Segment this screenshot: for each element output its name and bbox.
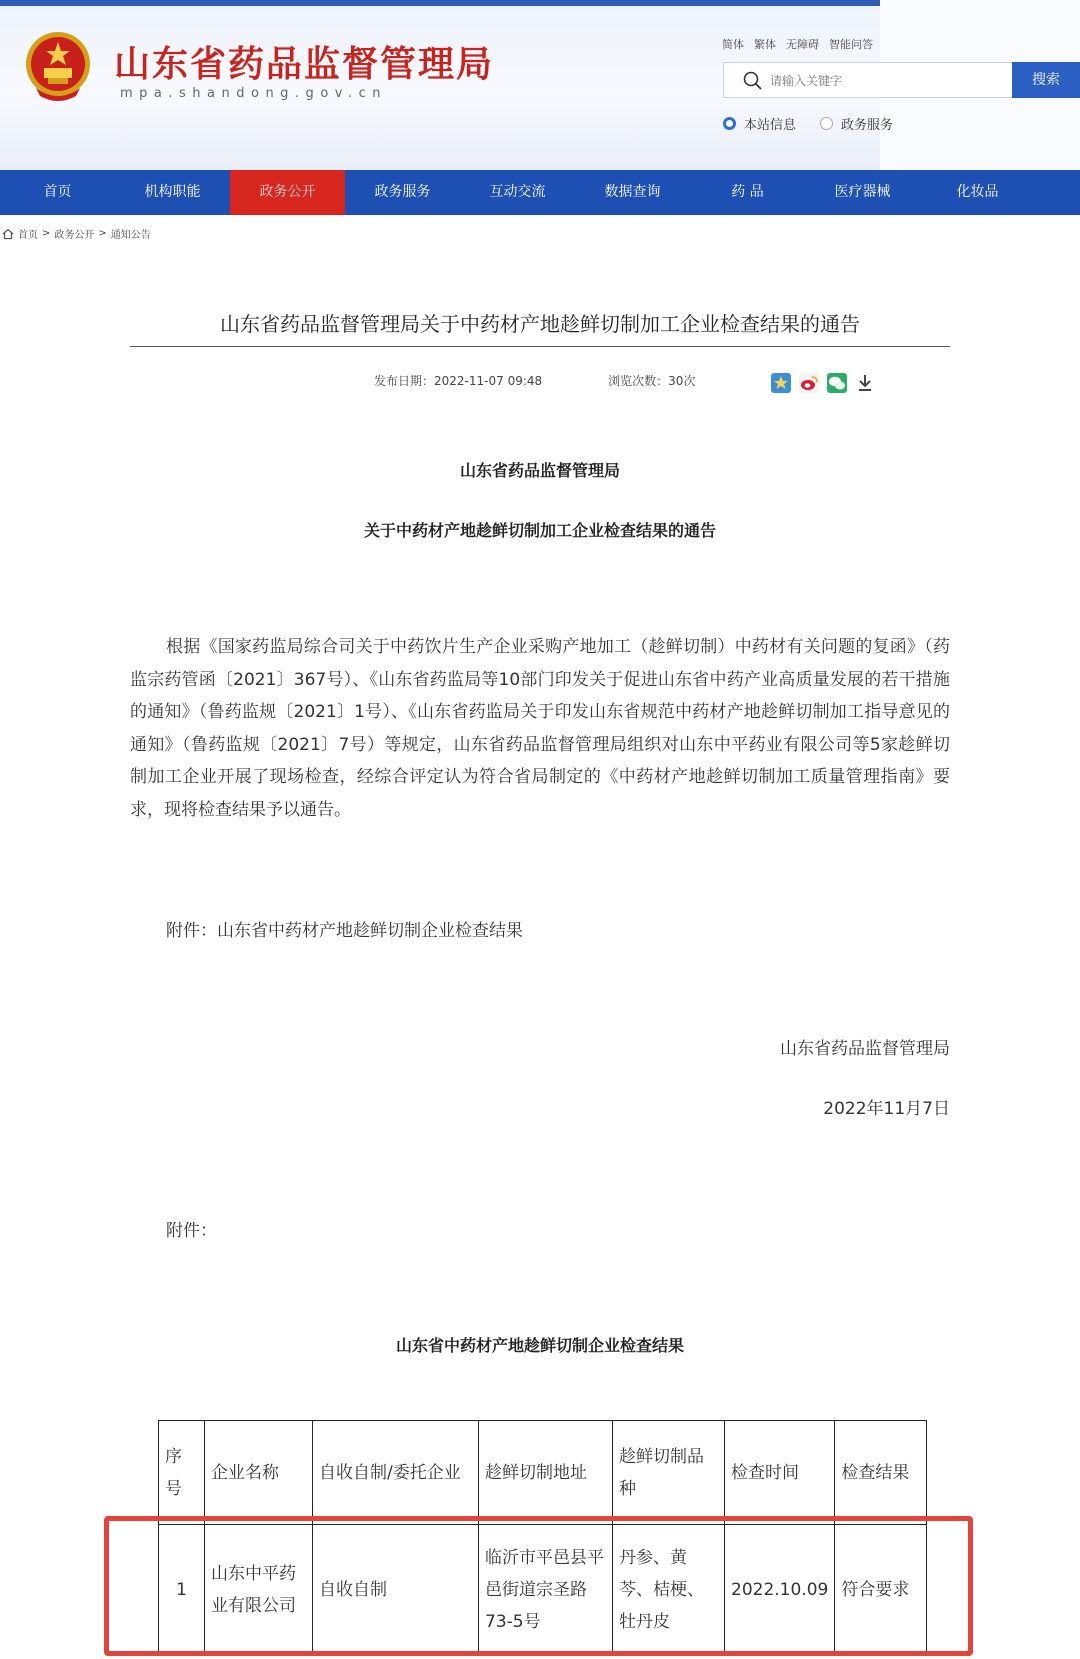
signature-date: 2022年11月7日 [823, 1099, 950, 1119]
breadcrumb-separator: > [98, 228, 107, 239]
share-toolbar [770, 372, 876, 394]
attachment-link[interactable]: 附件：山东省中药材产地趁鲜切制企业检查结果 [166, 921, 523, 941]
header-varieties: 趁鲜切制品种 [613, 1421, 725, 1525]
publish-date-value: 2022-11-07 09:48 [434, 374, 543, 388]
radio-selected-icon [723, 117, 736, 130]
breadcrumb-notices[interactable]: 通知公告 [110, 230, 151, 241]
nav-gov-affairs[interactable]: 政务公开 [230, 170, 345, 215]
cell-seq: 1 [159, 1525, 205, 1655]
header-result: 检查结果 [835, 1421, 927, 1525]
scope-gov-service-label: 政务服务 [841, 118, 894, 133]
breadcrumb-gov-affairs[interactable]: 政务公开 [54, 230, 95, 241]
nav-data-query[interactable]: 数据查询 [604, 184, 661, 200]
breadcrumb [2, 226, 151, 241]
attachment-label: 附件： [166, 1221, 217, 1241]
site-title[interactable]: 山东省药品监督管理局 [114, 43, 495, 85]
article-title: 山东省药品监督管理局关于中药材产地趁鲜切制加工企业检查结果的通告 [220, 312, 860, 336]
nav-medical-devices[interactable]: 医疗器械 [834, 184, 891, 200]
cell-varieties: 丹参、黄芩、桔梗、牡丹皮 [613, 1525, 725, 1655]
nav-gov-services[interactable]: 政务服务 [374, 184, 431, 200]
article-meta [374, 372, 695, 389]
national-emblem-icon [22, 28, 94, 104]
view-count [608, 372, 695, 389]
search-input[interactable] [770, 69, 1010, 93]
search-box [723, 62, 1013, 98]
main-nav [0, 170, 1080, 215]
header-address: 趁鲜切制地址 [479, 1421, 613, 1525]
document-subtitle: 关于中药材产地趁鲜切制加工企业检查结果的通告 [363, 521, 716, 540]
cell-result: 符合要求 [835, 1525, 927, 1655]
home-icon [2, 228, 14, 240]
scope-site-info-radio[interactable] [723, 114, 796, 133]
view-count-label: 浏览次数： [608, 374, 669, 388]
view-count-value: 30次 [668, 374, 696, 388]
simplified-chinese-link[interactable]: 简体 [722, 38, 744, 51]
header-self-or-entrusted: 自收自制/委托企业 [313, 1421, 479, 1525]
cell-address: 临沂市平邑县平邑街道宗圣路73-5号 [479, 1525, 613, 1655]
site-domain: mpa.shandong.gov.cn [120, 86, 387, 101]
document-body: 根据《国家药监局综合司关于中药饮片生产企业采购产地加工（趁鲜切制）中药材有关问题的复函》（药监宗药管函〔2021〕367号）、《山东省药监局等10部门印发关于促进山东省中药产业高质量发展的若干措施的通知》（鲁药监规〔2021〕1号）、《山东省药监局关于印发山东省规范中药材产地趁鲜切制加工指导意见的通知》（鲁药监规〔2021〕7号）等规定，山东省药品监督管理局组织对山东中平药业有限公司等5家趁鲜切制加工企业开展了现场检查，经综合评定认为符合省局制定的《中药材产地趁鲜切制加工质量管理指南》要求，现将检查结果予以通告。 [130, 637, 950, 820]
cell-self-or-entrusted: 自收自制 [313, 1525, 479, 1655]
nav-organization[interactable]: 机构职能 [144, 184, 201, 200]
breadcrumb-home[interactable]: 首页 [18, 230, 38, 241]
document-issuer: 山东省药品监督管理局 [459, 461, 620, 480]
title-divider [130, 346, 950, 347]
signature-organization: 山东省药品监督管理局 [780, 1039, 950, 1059]
publish-date-label: 发布日期： [374, 374, 435, 388]
scope-gov-service-radio[interactable] [820, 114, 893, 133]
search-icon [742, 70, 764, 92]
header-seq: 序号 [159, 1421, 205, 1525]
highlight-annotation-box [104, 1516, 973, 1656]
nav-drugs[interactable]: 药 品 [731, 184, 764, 200]
accessibility-link[interactable]: 无障碍 [786, 38, 819, 51]
publish-date [374, 372, 542, 389]
search-button[interactable]: 搜索 [1012, 62, 1080, 98]
nav-cosmetics[interactable]: 化妆品 [956, 184, 999, 200]
scope-site-info-label: 本站信息 [744, 118, 797, 133]
cell-inspection-date: 2022.10.09 [725, 1525, 835, 1655]
header-inspection-date: 检查时间 [725, 1421, 835, 1525]
site-header [0, 0, 1080, 170]
nav-home[interactable]: 首页 [43, 184, 72, 200]
smart-qa-link[interactable]: 智能问答 [829, 38, 873, 51]
download-icon[interactable] [854, 372, 876, 394]
header-top-stripe [0, 0, 880, 6]
results-table-title: 山东省中药材产地趁鲜切制企业检查结果 [395, 1336, 684, 1355]
cell-company: 山东中平药业有限公司 [205, 1525, 313, 1655]
wechat-icon[interactable] [826, 372, 848, 394]
radio-unselected-icon [820, 117, 833, 130]
top-utility-links [722, 36, 873, 52]
search-scope-group [723, 114, 893, 133]
traditional-chinese-link[interactable]: 繁体 [754, 38, 776, 51]
breadcrumb-separator: > [42, 228, 51, 239]
table-header-row [159, 1421, 927, 1525]
favorite-star-icon[interactable] [770, 372, 792, 394]
header-company: 企业名称 [205, 1421, 313, 1525]
nav-interaction[interactable]: 互动交流 [489, 184, 546, 200]
weibo-icon[interactable] [798, 372, 820, 394]
